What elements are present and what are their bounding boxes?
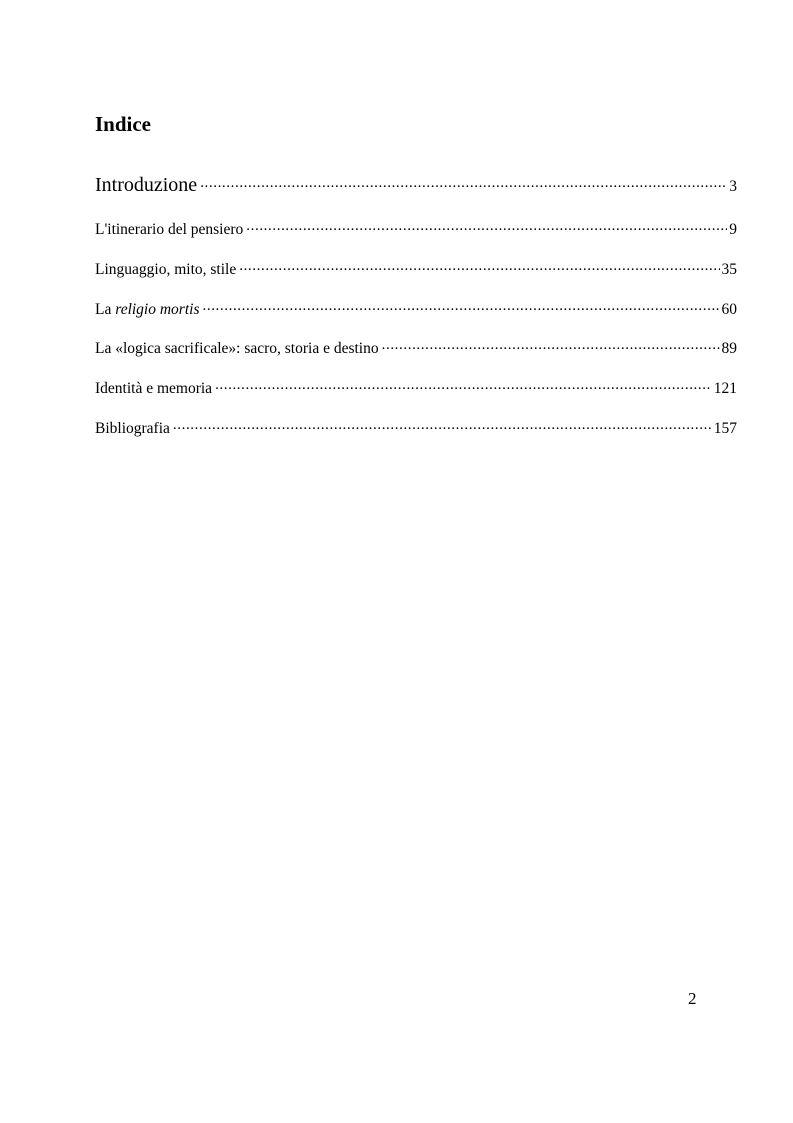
toc-entry-introduzione[interactable] xyxy=(95,171,737,199)
page-title: Indice xyxy=(95,112,152,136)
toc-entry-label: Introduzione xyxy=(95,174,198,196)
toc-entry-page: 3 xyxy=(729,178,737,195)
toc-entry-label xyxy=(95,300,200,320)
toc-entry-itinerario[interactable] xyxy=(95,218,737,240)
dot-leader xyxy=(215,377,712,393)
toc-entry-label: La «logica sacrificale»: sacro, storia e destino xyxy=(95,339,379,357)
toc-entry-label: L'itinerario del pensiero xyxy=(95,220,244,238)
toc-entry-page: 9 xyxy=(729,220,737,238)
dot-leader xyxy=(203,298,720,314)
toc-entry-logica-sacrificale[interactable] xyxy=(95,337,737,359)
toc-entry-page: 89 xyxy=(721,339,737,357)
toc-entry-page: 60 xyxy=(721,300,737,318)
toc-entry-label: Bibliografia xyxy=(95,419,170,437)
dot-leader xyxy=(173,417,712,433)
toc-entry-identita-memoria[interactable] xyxy=(95,377,737,399)
toc-entry-page: 157 xyxy=(713,419,737,437)
toc-entry-label-prefix: La xyxy=(95,300,116,318)
toc-entry-page: 35 xyxy=(721,260,737,278)
toc-entry-linguaggio[interactable] xyxy=(95,258,737,280)
toc-entry-label: Identità e memoria xyxy=(95,379,213,397)
dot-leader xyxy=(382,337,720,353)
toc-entry-label-italic: religio mortis xyxy=(115,300,200,318)
toc-entry-label: Linguaggio, mito, stile xyxy=(95,260,237,278)
toc-entry-page: 121 xyxy=(713,379,737,397)
page-number: 2 xyxy=(688,989,697,1008)
toc-entry-religio-mortis[interactable] xyxy=(95,298,737,320)
toc-entry-bibliografia[interactable] xyxy=(95,417,737,439)
dot-leader xyxy=(200,171,727,191)
dot-leader xyxy=(239,258,719,274)
dot-leader xyxy=(246,218,727,234)
